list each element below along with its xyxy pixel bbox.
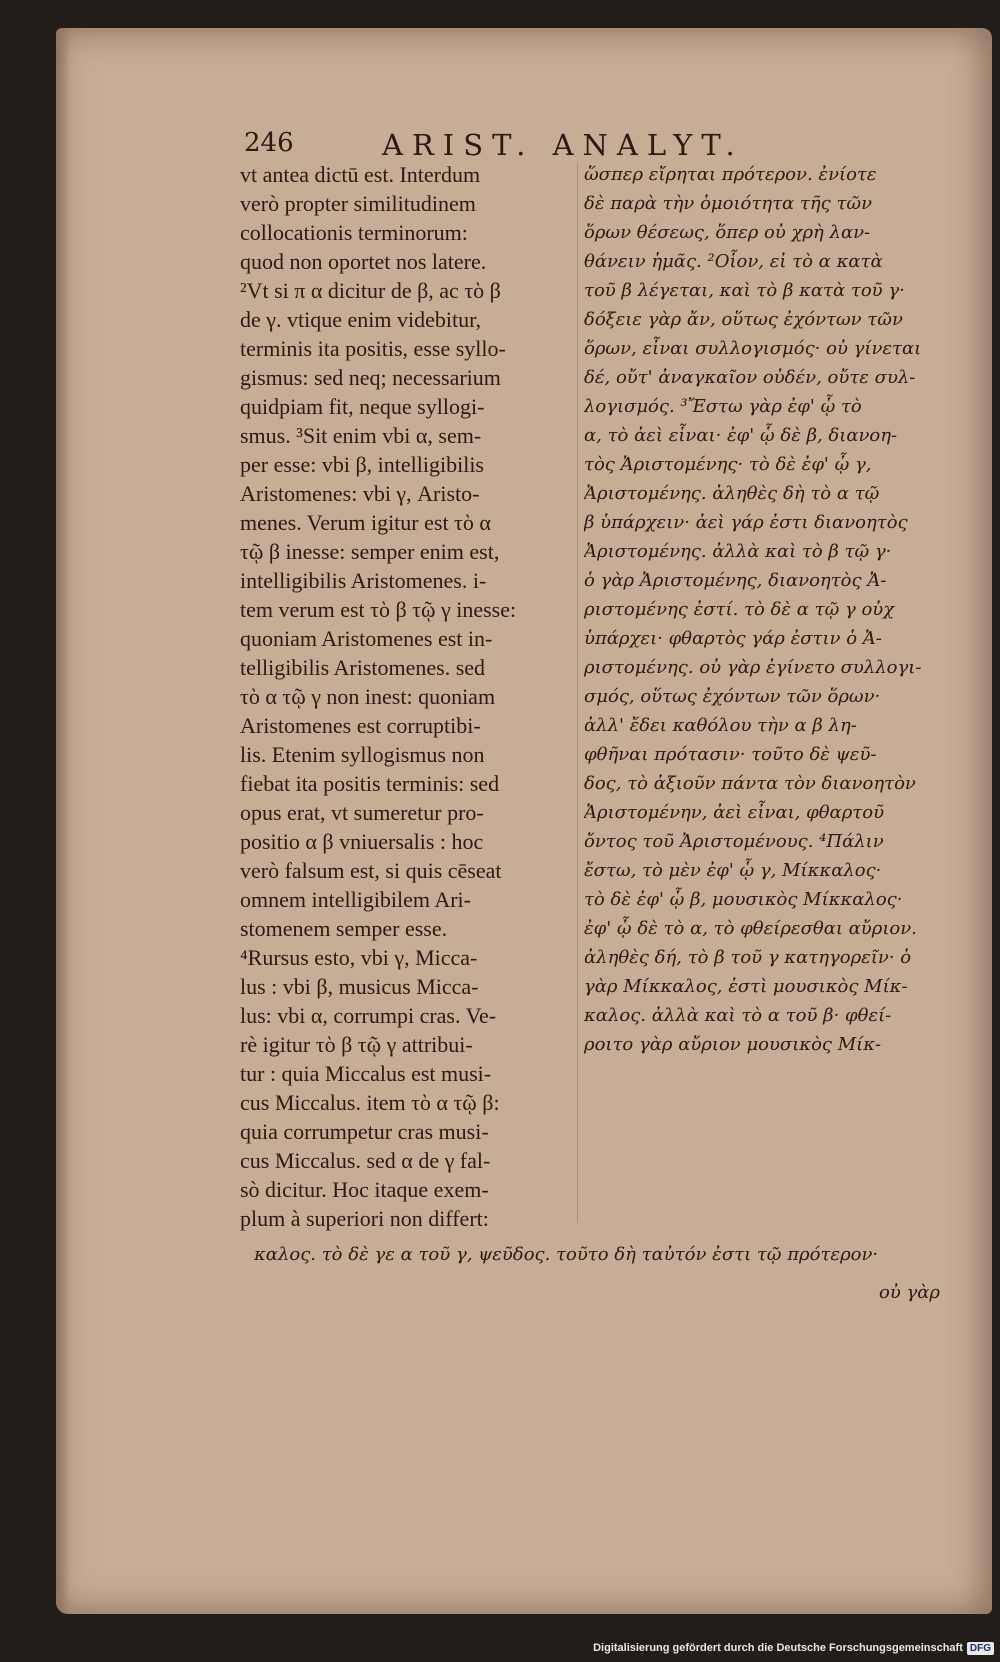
latin-text-line: verò propter similitudinem <box>240 191 476 216</box>
latin-text-line: ⁴Rursus esto, vbi γ, Micca- <box>240 945 478 970</box>
latin-text-line: smus. ³Sit enim vbi α, sem- <box>240 423 482 448</box>
column-divider <box>577 163 578 1223</box>
greek-text-line: ὅρων θέσεως, ὅπερ οὐ χρὴ λαν- <box>584 222 871 243</box>
latin-text-line: collocationis terminorum: <box>240 220 468 245</box>
greek-text-line: ὄντος τοῦ Ἀριστομένους. ⁴Πάλιν <box>584 831 884 852</box>
greek-text-line: ἀληθὲς δή, τὸ β τοῦ γ κατηγορεῖν· ὁ <box>584 947 912 968</box>
greek-text-line: Ἀριστομένης. ἀληθὲς δὴ τὸ α τῷ <box>584 483 880 504</box>
latin-text-line: verò falsum est, si quis cēseat <box>240 858 502 883</box>
greek-text-line: α, τὸ ἀεὶ εἶναι· ἐφ' ᾧ δὲ β, διανοη- <box>584 425 898 446</box>
latin-text-line: intelligibilis Aristomenes. i- <box>240 568 487 593</box>
greek-text-line: ὅρων, εἶναι συλλογισμός· οὐ γίνεται <box>584 338 922 359</box>
running-head: ARIST. ANALYT. <box>382 128 744 162</box>
latin-text-line: Aristomenes: vbi γ, Aristo- <box>240 481 480 506</box>
latin-text-line: stomenem semper esse. <box>240 916 448 941</box>
latin-text-line: per esse: vbi β, intelligibilis <box>240 452 484 477</box>
latin-text-line: tur : quia Miccalus est musi- <box>240 1061 492 1086</box>
latin-text-line: de γ. vtique enim videbitur, <box>240 307 482 332</box>
latin-text-line: lus: vbi α, corrumpi cras. Ve- <box>240 1003 497 1028</box>
dfg-logo: DFG <box>967 1642 994 1655</box>
latin-text-line: Aristomenes est corruptibi- <box>240 713 481 738</box>
latin-text-line: lus : vbi β, musicus Micca- <box>240 974 479 999</box>
greek-text-line: λογισμός. ³Ἔστω γὰρ ἐφ' ᾧ τὸ <box>584 396 862 417</box>
latin-text-line: sò dicitur. Hoc itaque exem- <box>240 1177 489 1202</box>
latin-text-line: omnem intelligibilem Ari- <box>240 887 471 912</box>
greek-continuation-line: καλος. τὸ δὲ γε α τοῦ γ, ψεῦδος. τοῦτο δὴ ταὐτόν ἐστι τῷ πρότερον· <box>254 1244 879 1265</box>
greek-column <box>584 160 929 1059</box>
latin-text-line: quoniam Aristomenes est in- <box>240 626 493 651</box>
greek-text-line: δόξειε γὰρ ἄν, οὕτως ἐχόντων τῶν <box>584 309 903 330</box>
greek-text-line: φθῆναι πρότασιν· τοῦτο δὲ ψεῦ- <box>584 744 877 765</box>
greek-text-line: ὥσπερ εἴρηται πρότερον. ἐνίοτε <box>584 164 877 185</box>
catchword: οὐ γὰρ <box>879 1282 940 1303</box>
latin-text-line: opus erat, vt sumeretur pro- <box>240 800 484 825</box>
greek-text-line: ἐφ' ᾧ δὲ τὸ α, τὸ φθείρεσθαι αὔριον. <box>584 918 917 939</box>
latin-text-line: τὸ α τῷ γ non inest: quoniam <box>240 684 496 709</box>
latin-text-line: vt antea dictū est. Interdum <box>240 162 481 187</box>
latin-text-line: τῷ β inesse: semper enim est, <box>240 539 500 564</box>
latin-text-line: cus Miccalus. item τὸ α τῷ β: <box>240 1090 500 1115</box>
greek-text-line: θάνειν ἡμᾶς. ²Οἷον, εἰ τὸ α κατὰ <box>584 251 883 272</box>
greek-text-line: ὁ γὰρ Ἀριστομένης, διανοητὸς Ἀ- <box>584 570 887 591</box>
latin-text-line: lis. Etenim syllogismus non <box>240 742 485 767</box>
greek-text-line: Ἀριστομένην, ἀεὶ εἶναι, φθαρτοῦ <box>584 802 885 823</box>
greek-text-line: σμός, οὕτως ἐχόντων τῶν ὅρων· <box>584 686 881 707</box>
latin-text-line: menes. Verum igitur est τὸ α <box>240 510 491 535</box>
funding-credit: Digitalisierung gefördert durch die Deutsche Forschungsgemeinschaft <box>593 1642 963 1654</box>
latin-text-line: gismus: sed neq; necessarium <box>240 365 501 390</box>
latin-text-line: positio α β vniuersalis : hoc <box>240 829 484 854</box>
greek-text-line: β ὑπάρχειν· ἀεὶ γάρ ἐστι διανοητὸς <box>584 512 908 533</box>
greek-text-line: ἀλλ' ἔδει καθόλου τὴν α β λη- <box>584 715 857 736</box>
greek-text-line: Ἀριστομένης. ἀλλὰ καὶ τὸ β τῷ γ· <box>584 541 892 562</box>
latin-text-line: cus Miccalus. sed α de γ fal- <box>240 1148 491 1173</box>
latin-text-line: ²Vt si π α dicitur de β, ac τὸ β <box>240 278 501 303</box>
greek-text-line: ροιτο γὰρ αὔριον μουσικὸς Μίκ- <box>584 1034 882 1055</box>
latin-text-line: quia corrumpetur cras musi- <box>240 1119 489 1144</box>
page-binding-shadow <box>56 28 70 1614</box>
greek-text-line: ἔστω, τὸ μὲν ἐφ' ᾧ γ, Μίκκαλος· <box>584 860 882 881</box>
latin-text-line: fiebat ita positis terminis: sed <box>240 771 500 796</box>
latin-column <box>240 160 572 1233</box>
latin-text-line: quidpiam fit, neque syllogi- <box>240 394 485 419</box>
greek-text-line: τὸ δὲ ἐφ' ᾧ β, μουσικὸς Μίκκαλος· <box>584 889 903 910</box>
latin-text-line: plum à superiori non differt: <box>240 1206 489 1231</box>
page-number: 246 <box>244 128 294 158</box>
greek-text-line: ὑπάρχει· φθαρτὸς γάρ ἐστιν ὁ Ἀ- <box>584 628 882 649</box>
greek-text-line: δος, τὸ ἀξιοῦν πάντα τὸν διανοητὸν <box>584 773 916 794</box>
greek-text-line: γὰρ Μίκκαλος, ἐστὶ μουσικὸς Μίκ- <box>584 976 908 997</box>
greek-text-line: τοῦ β λέγεται, καὶ τὸ β κατὰ τοῦ γ· <box>584 280 905 301</box>
greek-text-line: ριστομένης ἐστί. τὸ δὲ α τῷ γ οὐχ <box>584 599 895 620</box>
latin-text-line: tem verum est τὸ β τῷ γ inesse: <box>240 597 517 622</box>
digitization-footer <box>593 1639 994 1657</box>
page-header <box>244 128 944 164</box>
latin-text-line: terminis ita positis, esse syllo- <box>240 336 506 361</box>
latin-text-line: rè igitur τὸ β τῷ γ attribui- <box>240 1032 473 1057</box>
greek-text-line: δὲ παρὰ τὴν ὁμοιότητα τῆς τῶν <box>584 193 873 214</box>
latin-text-line: quod non oportet nos latere. <box>240 249 487 274</box>
greek-text-line: δέ, οὔτ' ἀναγκαῖον οὐδέν, οὔτε συλ- <box>584 367 916 388</box>
greek-text-line: καλος. ἀλλὰ καὶ τὸ α τοῦ β· φθεί- <box>584 1005 892 1026</box>
greek-text-line: τὸς Ἀριστομένης· τὸ δὲ ἐφ' ᾧ γ, <box>584 454 872 475</box>
greek-text-line: ριστομένης. οὐ γὰρ ἐγίνετο συλλογι- <box>584 657 922 678</box>
latin-text-line: telligibilis Aristomenes. sed <box>240 655 486 680</box>
